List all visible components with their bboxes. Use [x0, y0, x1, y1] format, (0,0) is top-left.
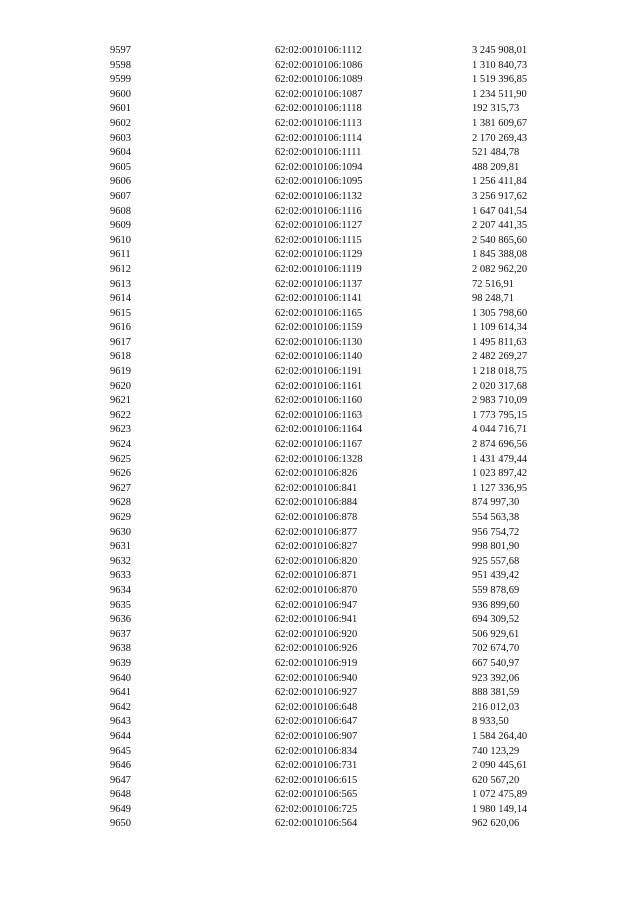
cadastral-number: 62:02:0010106:1129 — [275, 249, 363, 261]
cadastral-value: 1 584 264,40 — [472, 730, 528, 742]
cadastral-value: 1 072 475,89 — [472, 789, 528, 801]
cadastral-value: 559 878,69 — [472, 584, 520, 596]
cadastral-number: 62:02:0010106:941 — [275, 614, 358, 626]
cadastral-value: 2 207 441,35 — [472, 220, 528, 232]
table-row — [0, 394, 640, 409]
cadastral-number: 62:02:0010106:1132 — [275, 190, 363, 202]
cadastral-number: 62:02:0010106:827 — [275, 541, 358, 553]
row-number: 9625 — [110, 453, 131, 465]
cadastral-number: 62:02:0010106:1127 — [275, 220, 363, 232]
table-row — [0, 59, 640, 74]
cadastral-value: 925 557,68 — [472, 555, 520, 567]
table-row — [0, 453, 640, 468]
cadastral-value: 2 540 865,60 — [472, 234, 528, 246]
row-number: 9636 — [110, 614, 131, 626]
table-row — [0, 423, 640, 438]
cadastral-number: 62:02:0010106:877 — [275, 526, 358, 538]
table-row — [0, 248, 640, 263]
row-number: 9627 — [110, 482, 131, 494]
cadastral-value: 1 023 897,42 — [472, 468, 528, 480]
cadastral-value: 3 256 917,62 — [472, 190, 528, 202]
row-number: 9604 — [110, 147, 131, 159]
cadastral-value: 936 899,60 — [472, 599, 520, 611]
cadastral-value: 554 563,38 — [472, 512, 520, 523]
row-number: 9650 — [110, 818, 131, 830]
table-row — [0, 438, 640, 453]
cadastral-number: 62:02:0010106:927 — [275, 687, 358, 699]
cadastral-value: 874 997,30 — [472, 497, 520, 509]
cadastral-value: 1 305 798,60 — [472, 307, 528, 319]
table-row — [0, 88, 640, 103]
cadastral-value: 2 482 269,27 — [472, 351, 528, 363]
row-number: 9611 — [110, 249, 131, 261]
row-number: 9628 — [110, 497, 131, 509]
table-row — [0, 482, 640, 497]
table-row — [0, 263, 640, 278]
cadastral-value: 192 315,73 — [472, 103, 520, 115]
cadastral-value: 2 983 710,09 — [472, 395, 528, 407]
row-number: 9644 — [110, 730, 131, 742]
table-row — [0, 657, 640, 672]
cadastral-number: 62:02:0010106:565 — [275, 789, 358, 801]
cadastral-number: 62:02:0010106:1116 — [275, 205, 362, 217]
cadastral-value: 1 381 609,67 — [472, 117, 528, 129]
cadastral-value: 1 845 388,08 — [472, 249, 528, 261]
cadastral-value: 667 540,97 — [472, 657, 520, 669]
cadastral-number: 62:02:0010106:1167 — [275, 439, 363, 451]
row-number: 9598 — [110, 59, 131, 71]
table-row — [0, 788, 640, 803]
cadastral-value: 1 234 511,90 — [472, 88, 527, 100]
cadastral-value: 1 127 336,95 — [472, 482, 528, 494]
row-number: 9632 — [110, 555, 131, 567]
table-row — [0, 817, 640, 832]
cadastral-number: 62:02:0010106:1087 — [275, 88, 363, 100]
cadastral-value: 506 929,61 — [472, 628, 520, 640]
cadastral-value: 1 218 018,75 — [472, 366, 528, 378]
row-number: 9646 — [110, 760, 131, 772]
row-number: 9619 — [110, 366, 131, 378]
cadastral-value: 4 044 716,71 — [472, 424, 528, 436]
table-row — [0, 467, 640, 482]
cadastral-number: 62:02:0010106:1191 — [275, 366, 363, 378]
row-number: 9623 — [110, 424, 131, 436]
cadastral-number: 62:02:0010106:648 — [275, 701, 358, 713]
cadastral-value: 1 256 411,84 — [472, 176, 527, 188]
cadastral-number: 62:02:0010106:1140 — [275, 351, 363, 363]
table-row — [0, 511, 640, 526]
cadastral-value: 740 123,29 — [472, 745, 520, 757]
table-row — [0, 774, 640, 789]
cadastral-number: 62:02:0010106:1119 — [275, 263, 362, 275]
table-row — [0, 803, 640, 818]
table-row — [0, 409, 640, 424]
table-row — [0, 321, 640, 336]
cadastral-number: 62:02:0010106:1115 — [275, 234, 362, 246]
row-number: 9614 — [110, 293, 131, 305]
table-row — [0, 613, 640, 628]
cadastral-number: 62:02:0010106:920 — [275, 628, 358, 640]
row-number: 9608 — [110, 205, 131, 217]
table-row — [0, 190, 640, 205]
row-number: 9630 — [110, 526, 131, 538]
cadastral-number: 62:02:0010106:615 — [275, 774, 358, 786]
cadastral-value: 2 020 317,68 — [472, 380, 528, 392]
table-row — [0, 599, 640, 614]
cadastral-value: 620 567,20 — [472, 774, 520, 786]
table-row — [0, 350, 640, 365]
cadastral-value: 694 309,52 — [472, 614, 520, 626]
table-row — [0, 380, 640, 395]
cadastral-number: 62:02:0010106:884 — [275, 497, 358, 509]
row-number: 9616 — [110, 322, 131, 334]
row-number: 9597 — [110, 45, 131, 56]
cadastral-number: 62:02:0010106:1118 — [275, 103, 362, 115]
row-number: 9641 — [110, 687, 131, 699]
cadastral-value: 962 620,06 — [472, 818, 520, 830]
cadastral-number: 62:02:0010106:1112 — [275, 45, 362, 56]
cadastral-value: 702 674,70 — [472, 643, 520, 655]
row-number: 9601 — [110, 103, 131, 115]
row-number: 9615 — [110, 307, 131, 319]
cadastral-number: 62:02:0010106:647 — [275, 716, 358, 728]
cadastral-number: 62:02:0010106:1089 — [275, 74, 363, 86]
cadastral-value: 1 495 811,63 — [472, 336, 527, 348]
row-number: 9607 — [110, 190, 131, 202]
table-row — [0, 628, 640, 643]
row-number: 9626 — [110, 468, 131, 480]
cadastral-value: 488 209,81 — [472, 161, 520, 173]
cadastral-value: 2 170 269,43 — [472, 132, 528, 144]
cadastral-number: 62:02:0010106:1328 — [275, 453, 363, 465]
cadastral-number: 62:02:0010106:919 — [275, 657, 358, 669]
cadastral-value: 8 933,50 — [472, 716, 509, 728]
cadastral-number: 62:02:0010106:1141 — [275, 293, 363, 305]
row-number: 9635 — [110, 599, 131, 611]
table-row — [0, 715, 640, 730]
table-row — [0, 278, 640, 293]
row-number: 9631 — [110, 541, 131, 553]
row-number: 9602 — [110, 117, 131, 129]
table-row — [0, 686, 640, 701]
table-row — [0, 526, 640, 541]
table-row — [0, 540, 640, 555]
row-number: 9648 — [110, 789, 131, 801]
table-row — [0, 584, 640, 599]
cadastral-value: 923 392,06 — [472, 672, 520, 684]
table-row — [0, 307, 640, 322]
cadastral-value: 1 980 149,14 — [472, 803, 528, 815]
cadastral-number: 62:02:0010106:1114 — [275, 132, 362, 144]
table-row — [0, 146, 640, 161]
table-row — [0, 336, 640, 351]
cadastral-value: 2 874 696,56 — [472, 439, 528, 451]
cadastral-value: 72 516,91 — [472, 278, 514, 290]
table-row — [0, 73, 640, 88]
cadastral-number: 62:02:0010106:1086 — [275, 59, 363, 71]
cadastral-number: 62:02:0010106:940 — [275, 672, 358, 684]
cadastral-number: 62:02:0010106:834 — [275, 745, 358, 757]
cadastral-value: 2 090 445,61 — [472, 760, 528, 772]
row-number: 9634 — [110, 584, 131, 596]
cadastral-value: 1 773 795,15 — [472, 409, 528, 421]
table-row — [0, 175, 640, 190]
table-row — [0, 555, 640, 570]
row-number: 9603 — [110, 132, 131, 144]
row-number: 9639 — [110, 657, 131, 669]
cadastral-value: 1 109 614,34 — [472, 322, 528, 334]
table-row — [0, 161, 640, 176]
cadastral-number: 62:02:0010106:1161 — [275, 380, 363, 392]
cadastral-value: 98 248,71 — [472, 293, 514, 305]
row-number: 9640 — [110, 672, 131, 684]
row-number: 9624 — [110, 439, 131, 451]
cadastral-number: 62:02:0010106:731 — [275, 760, 358, 772]
table-row — [0, 234, 640, 249]
cadastral-value: 1 519 396,85 — [472, 74, 528, 86]
cadastral-value: 3 245 908,01 — [472, 45, 528, 56]
cadastral-number: 62:02:0010106:1159 — [275, 322, 363, 334]
cadastral-number: 62:02:0010106:826 — [275, 468, 358, 480]
cadastral-value: 1 431 479,44 — [472, 453, 528, 465]
table-row — [0, 642, 640, 657]
row-number: 9642 — [110, 701, 131, 713]
cadastral-number: 62:02:0010106:871 — [275, 570, 358, 582]
row-number: 9612 — [110, 263, 131, 275]
cadastral-value: 956 754,72 — [472, 526, 520, 538]
table-row — [0, 365, 640, 380]
table-row — [0, 730, 640, 745]
row-number: 9647 — [110, 774, 131, 786]
cadastral-number: 62:02:0010106:1113 — [275, 117, 362, 129]
row-number: 9637 — [110, 628, 131, 640]
cadastral-number: 62:02:0010106:1165 — [275, 307, 363, 319]
table-row — [0, 759, 640, 774]
row-number: 9620 — [110, 380, 131, 392]
cadastral-number: 62:02:0010106:870 — [275, 584, 358, 596]
table-row — [0, 117, 640, 132]
cadastral-number: 62:02:0010106:1094 — [275, 161, 363, 173]
row-number: 9643 — [110, 716, 131, 728]
row-number: 9599 — [110, 74, 131, 86]
cadastral-value: 216 012,03 — [472, 701, 520, 713]
cadastral-number: 62:02:0010106:1164 — [275, 424, 363, 436]
cadastral-number: 62:02:0010106:907 — [275, 730, 358, 742]
cadastral-number: 62:02:0010106:725 — [275, 803, 358, 815]
table-row — [0, 102, 640, 117]
cadastral-number: 62:02:0010106:1160 — [275, 395, 363, 407]
row-number: 9613 — [110, 278, 131, 290]
cadastral-number: 62:02:0010106:820 — [275, 555, 358, 567]
row-number: 9600 — [110, 88, 131, 100]
cadastral-number: 62:02:0010106:878 — [275, 512, 358, 523]
cadastral-number: 62:02:0010106:926 — [275, 643, 358, 655]
table-row — [0, 132, 640, 147]
cadastral-number: 62:02:0010106:564 — [275, 818, 358, 830]
table-row — [0, 205, 640, 220]
cadastral-value: 1 310 840,73 — [472, 59, 528, 71]
cadastral-number: 62:02:0010106:947 — [275, 599, 358, 611]
row-number: 9606 — [110, 176, 131, 188]
row-number: 9649 — [110, 803, 131, 815]
row-number: 9609 — [110, 220, 131, 232]
cadastral-number: 62:02:0010106:1137 — [275, 278, 363, 290]
cadastral-number: 62:02:0010106:1163 — [275, 409, 363, 421]
cadastral-value: 888 381,59 — [472, 687, 520, 699]
cadastral-number: 62:02:0010106:841 — [275, 482, 358, 494]
table-row — [0, 672, 640, 687]
cadastral-value: 998 801,90 — [472, 541, 520, 553]
row-number: 9605 — [110, 161, 131, 173]
row-number: 9610 — [110, 234, 131, 246]
table-row — [0, 496, 640, 511]
row-number: 9622 — [110, 409, 131, 421]
cadastral-number: 62:02:0010106:1111 — [275, 147, 362, 159]
cadastral-number: 62:02:0010106:1130 — [275, 336, 363, 348]
cadastral-value: 521 484,78 — [472, 147, 520, 159]
row-number: 9629 — [110, 512, 131, 523]
row-number: 9638 — [110, 643, 131, 655]
table-row — [0, 219, 640, 234]
row-number: 9621 — [110, 395, 131, 407]
cadastral-value: 1 647 041,54 — [472, 205, 528, 217]
row-number: 9618 — [110, 351, 131, 363]
table-row — [0, 701, 640, 716]
table-row — [0, 569, 640, 584]
row-number: 9633 — [110, 570, 131, 582]
table-row — [0, 292, 640, 307]
cadastral-table — [0, 44, 640, 832]
table-row — [0, 44, 640, 59]
row-number: 9645 — [110, 745, 131, 757]
row-number: 9617 — [110, 336, 131, 348]
cadastral-number: 62:02:0010106:1095 — [275, 176, 363, 188]
cadastral-value: 951 439,42 — [472, 570, 520, 582]
table-row — [0, 745, 640, 760]
cadastral-value: 2 082 962,20 — [472, 263, 528, 275]
